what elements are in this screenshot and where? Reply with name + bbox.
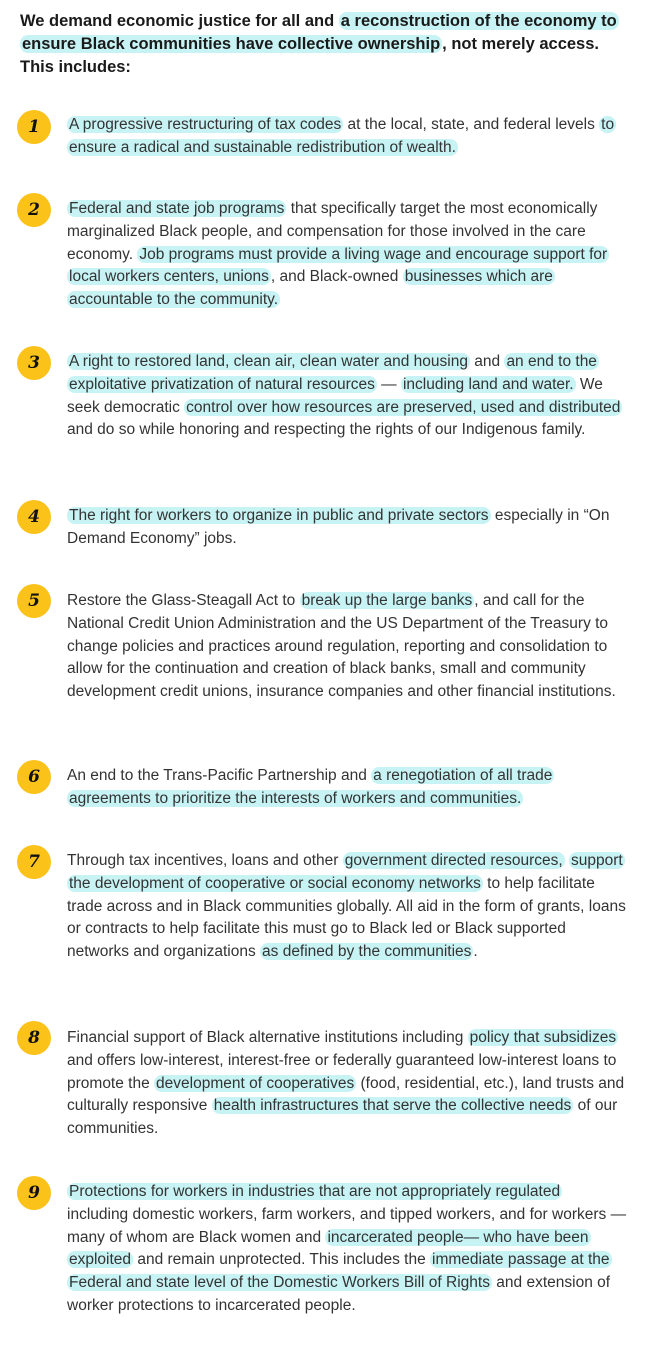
highlighted-text: Protections for workers in industries that are not appropriately regulated [69,1183,561,1200]
body-text: Financial support of Black alternative institutions including [67,1029,468,1046]
number-badge: 5 [17,584,51,618]
highlighted-text: as defined by the communities [262,943,472,961]
highlighted-text: incarcerated people— who have been exploited [69,1228,589,1269]
body-text: , and call for the National Credit Union Administration and the US Department of the Treasury to change policies and practices around regulation, reporting and consolidation to allow for the continuation and creation of black banks, small and community development credit unions, insurance companies and other financial institutions. [67,592,616,701]
number-badge: 6 [17,760,51,794]
highlighted-text: A right to restored land, clean air, clean water and housing [69,353,468,370]
body-text: We demand economic justice for all and [20,12,339,30]
demand-text [67,114,627,160]
body-text: that specifically target the most economically marginalized Black people, and compensation for those involved in the care economy. [67,200,598,263]
highlighted-text: a reconstruction of the economy to ensure Black communities have collective ownership [22,12,617,53]
number-badge: 8 [17,1021,51,1055]
body-text: and offers low-interest, interest-free or federally guaranteed low-interest loans to promote the [67,1051,617,1092]
demand-text [67,1027,627,1141]
highlighted-text: control over how resources are preserved, used and distributed [186,398,621,416]
body-text: at the local, state, and federal levels [343,116,600,133]
demand-text [67,198,627,312]
demand-text [67,765,627,811]
number-badge: 3 [17,346,51,380]
demand-text [67,590,627,704]
body-text: — [376,375,401,393]
body-text: and do so while honoring and respecting the rights of our Indigenous family. [67,421,586,439]
number-badge: 4 [17,500,51,534]
body-text: to help facilitate trade across and in Black communities globally. All aid in the form of grants, loans or contracts to help facilitate this must go to Black led or Black supported networks and organizations [67,874,626,961]
demand-text [67,351,627,442]
number-badge: 1 [17,110,51,144]
body-text: of our communities. [67,1097,618,1138]
highlighted-text: Federal and state job programs [69,200,285,217]
demand-text [67,850,627,964]
body-text: , not merely access. This includes: [20,35,599,76]
highlighted-text: including land and water. [402,375,574,393]
highlighted-text: businesses which are accountable to the community. [69,268,553,309]
body-text: , and Black-owned [270,268,403,286]
demand-text [67,505,627,551]
number-badge: 9 [17,1176,51,1210]
body-text: We seek democratic [67,375,603,416]
number-badge: 2 [17,193,51,227]
highlighted-text: A progressive restructuring of tax codes [69,116,342,133]
highlighted-text: Job programs must provide a living wage and encourage support for local workers centers, unions [69,245,608,286]
body-text: and extension of worker protections to incarcerated people. [67,1274,611,1314]
intro-paragraph [20,10,630,79]
body-text: Through tax incentives, loans and other [67,852,343,869]
body-text: (food, residential, etc.), land trusts and culturally responsive [67,1074,625,1115]
highlighted-text: to ensure a radical and sustainable redistribution of wealth. [69,116,615,156]
body-text: and [469,353,505,370]
body-text: and remain unprotected. This includes the [133,1251,431,1269]
highlighted-text: policy that subsidizes [469,1029,617,1046]
highlighted-text: immediate passage at the Federal and state level of the Domestic Workers Bill of Rights [69,1251,610,1292]
highlighted-text: support the development of cooperative or social economy networks [69,852,623,892]
body-text: . [473,943,478,961]
highlighted-text: The right for workers to organize in public and private sectors [69,507,489,524]
highlighted-text: a renegotiation of all trade agreements to prioritize the interests of workers and communities. [69,767,553,807]
highlighted-text: health infrastructures that serve the collective needs [213,1097,572,1115]
body-text: especially in “On Demand Economy” jobs. [67,507,610,547]
body-text: including domestic workers, farm workers, and tipped workers, and for workers — many of whom are Black women and [67,1205,627,1246]
number-badge: 7 [17,845,51,879]
highlighted-text: government directed resources, [344,852,563,869]
highlighted-text: development of cooperatives [156,1074,355,1092]
highlighted-text: break up the large banks [301,592,473,609]
highlighted-text: an end to the exploitative privatization of natural resources [69,353,597,393]
body-text: An end to the Trans-Pacific Partnership and [67,767,372,784]
body-text: Restore the Glass-Steagall Act to [67,592,300,609]
demand-text [67,1181,627,1318]
